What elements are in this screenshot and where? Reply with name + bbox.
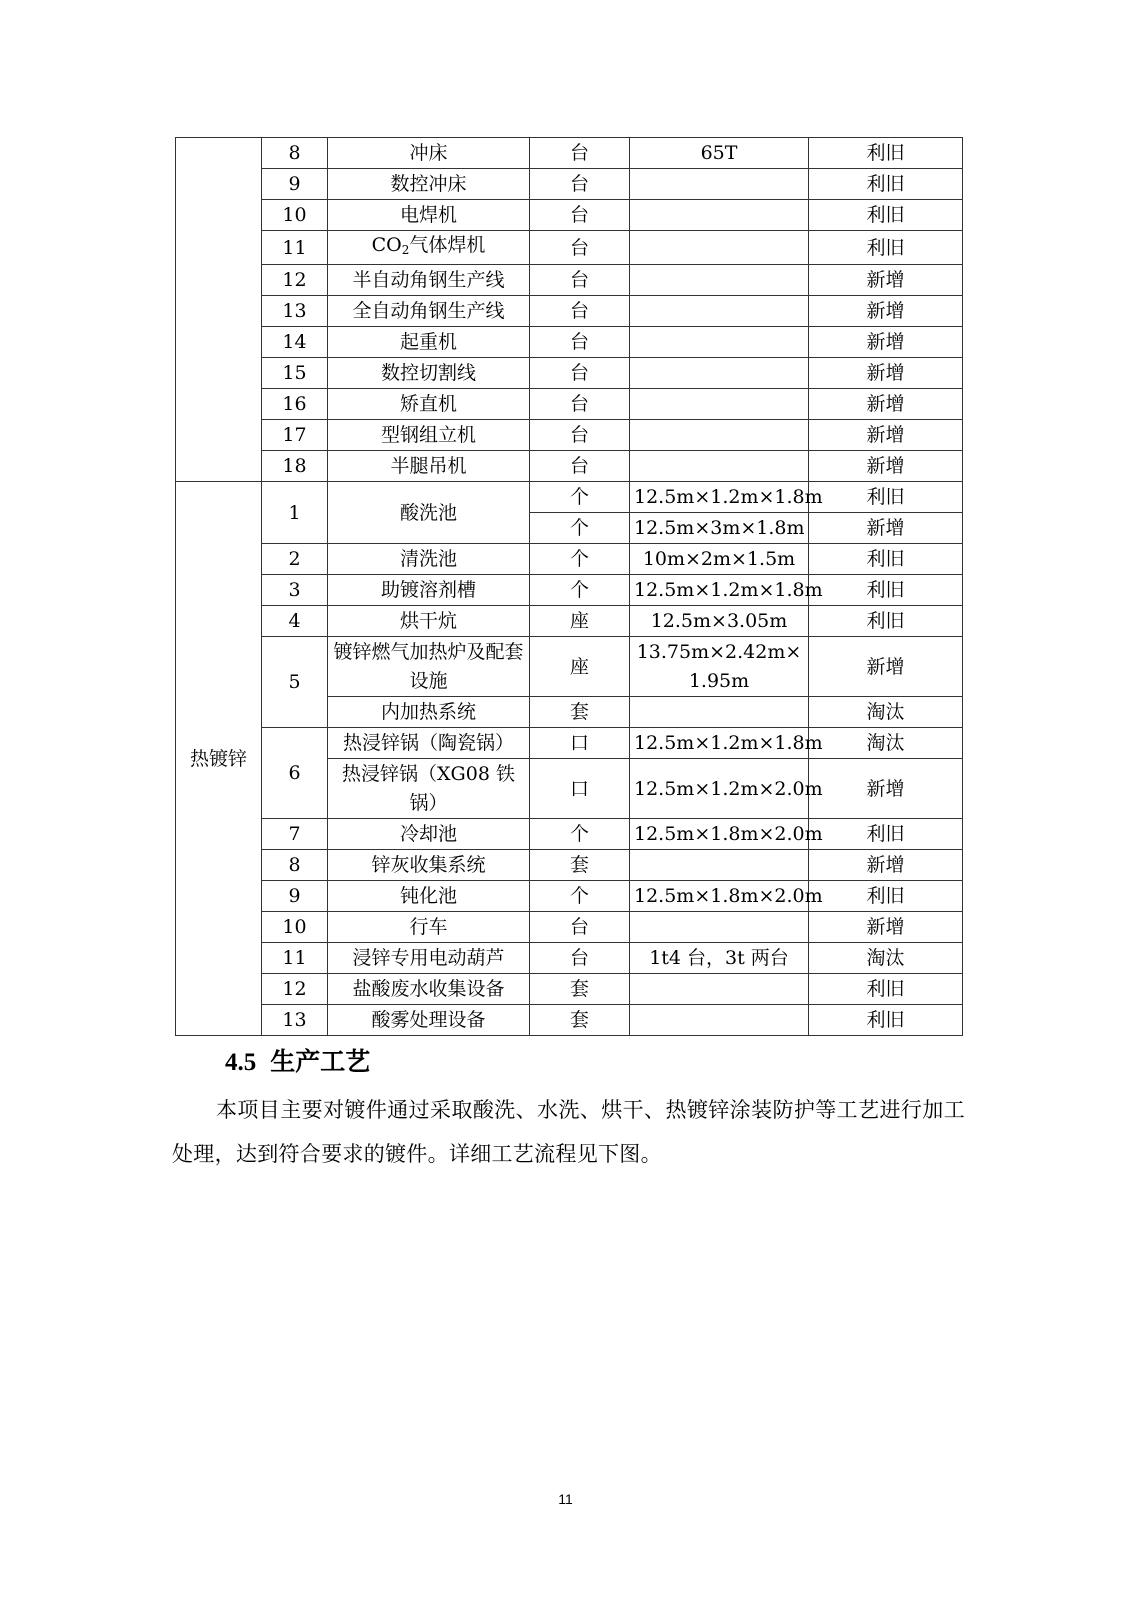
cell-unit: 个 bbox=[530, 575, 630, 606]
cell-unit: 台 bbox=[530, 451, 630, 482]
equipment-table bbox=[175, 137, 963, 1036]
cell-spec: 12.5m×1.8m×2.0m bbox=[630, 881, 809, 912]
cell-status: 新增 bbox=[809, 759, 963, 819]
table-row bbox=[176, 327, 963, 358]
cell-status: 淘汰 bbox=[809, 697, 963, 728]
table-row bbox=[176, 544, 963, 575]
cell-name: 半自动角钢生产线 bbox=[328, 265, 530, 296]
cell-unit: 台 bbox=[530, 420, 630, 451]
cell-status: 新增 bbox=[809, 327, 963, 358]
table-row bbox=[176, 850, 963, 881]
cell-unit: 台 bbox=[530, 231, 630, 265]
cell-status: 新增 bbox=[809, 451, 963, 482]
cell-no: 16 bbox=[262, 389, 328, 420]
category-cell-empty bbox=[176, 138, 262, 482]
cell-spec: 1t4 台，3t 两台 bbox=[630, 943, 809, 974]
cell-no: 1 bbox=[262, 482, 328, 544]
cell-name: 行车 bbox=[328, 912, 530, 943]
cell-spec bbox=[630, 420, 809, 451]
equipment-table-body bbox=[176, 138, 963, 1036]
cell-name bbox=[328, 231, 530, 265]
category-cell: 热镀锌 bbox=[176, 482, 262, 1036]
cell-spec bbox=[630, 451, 809, 482]
table-row bbox=[176, 881, 963, 912]
cell-no: 10 bbox=[262, 912, 328, 943]
section-paragraph: 本项目主要对镀件通过采取酸洗、水洗、烘干、热镀锌涂装防护等工艺进行加工处理，达到符合要求的镀件。详细工艺流程见下图。 bbox=[172, 1098, 965, 1166]
cell-no: 3 bbox=[262, 575, 328, 606]
cell-name-prefix: CO bbox=[371, 234, 402, 256]
cell-no: 8 bbox=[262, 138, 328, 169]
cell-status: 利旧 bbox=[809, 606, 963, 637]
cell-status: 利旧 bbox=[809, 1005, 963, 1036]
cell-status: 新增 bbox=[809, 912, 963, 943]
cell-name: 起重机 bbox=[328, 327, 530, 358]
cell-name: 烘干炕 bbox=[328, 606, 530, 637]
cell-spec: 12.5m×1.2m×1.8m bbox=[630, 482, 809, 513]
cell-no: 13 bbox=[262, 296, 328, 327]
cell-spec: 12.5m×1.2m×1.8m bbox=[630, 728, 809, 759]
cell-status: 新增 bbox=[809, 850, 963, 881]
table-row bbox=[176, 606, 963, 637]
table-row bbox=[176, 265, 963, 296]
table-row bbox=[176, 138, 963, 169]
cell-spec: 12.5m×3.05m bbox=[630, 606, 809, 637]
table-row bbox=[176, 358, 963, 389]
cell-unit: 台 bbox=[530, 169, 630, 200]
cell-spec: 12.5m×1.8m×2.0m bbox=[630, 819, 809, 850]
cell-no: 11 bbox=[262, 943, 328, 974]
cell-no: 11 bbox=[262, 231, 328, 265]
table-row bbox=[176, 231, 963, 265]
cell-no: 9 bbox=[262, 881, 328, 912]
cell-no: 4 bbox=[262, 606, 328, 637]
cell-name: 助镀溶剂槽 bbox=[328, 575, 530, 606]
cell-status: 利旧 bbox=[809, 200, 963, 231]
cell-name-suffix: 气体焊机 bbox=[409, 234, 486, 256]
table-row bbox=[176, 389, 963, 420]
cell-spec bbox=[630, 296, 809, 327]
cell-spec: 65T bbox=[630, 138, 809, 169]
table-row bbox=[176, 482, 963, 513]
cell-name: 半腿吊机 bbox=[328, 451, 530, 482]
cell-no: 2 bbox=[262, 544, 328, 575]
cell-spec: 12.5m×3m×1.8m bbox=[630, 513, 809, 544]
cell-unit: 套 bbox=[530, 974, 630, 1005]
cell-status: 利旧 bbox=[809, 575, 963, 606]
section-number: 4.5 bbox=[225, 1049, 257, 1076]
cell-unit: 个 bbox=[530, 544, 630, 575]
cell-name: 内加热系统 bbox=[328, 697, 530, 728]
cell-unit: 台 bbox=[530, 358, 630, 389]
cell-no: 15 bbox=[262, 358, 328, 389]
cell-unit: 台 bbox=[530, 389, 630, 420]
cell-status: 新增 bbox=[809, 513, 963, 544]
cell-no: 13 bbox=[262, 1005, 328, 1036]
table-row bbox=[176, 819, 963, 850]
cell-spec: 13.75m×2.42m×1.95m bbox=[630, 637, 809, 697]
cell-no: 18 bbox=[262, 451, 328, 482]
cell-name: 型钢组立机 bbox=[328, 420, 530, 451]
cell-status: 利旧 bbox=[809, 138, 963, 169]
cell-name: 酸雾处理设备 bbox=[328, 1005, 530, 1036]
table-row bbox=[176, 728, 963, 759]
cell-spec: 12.5m×1.2m×1.8m bbox=[630, 575, 809, 606]
cell-spec bbox=[630, 200, 809, 231]
table-row bbox=[176, 912, 963, 943]
cell-name: 数控冲床 bbox=[328, 169, 530, 200]
cell-spec bbox=[630, 697, 809, 728]
cell-name: 热浸锌锅（XG08 铁锅） bbox=[328, 759, 530, 819]
cell-name: 镀锌燃气加热炉及配套设施 bbox=[328, 637, 530, 697]
cell-status: 利旧 bbox=[809, 974, 963, 1005]
cell-unit: 个 bbox=[530, 513, 630, 544]
cell-status: 利旧 bbox=[809, 231, 963, 265]
cell-status: 利旧 bbox=[809, 169, 963, 200]
cell-unit: 台 bbox=[530, 296, 630, 327]
cell-unit: 台 bbox=[530, 912, 630, 943]
cell-no: 6 bbox=[262, 728, 328, 819]
cell-spec bbox=[630, 358, 809, 389]
cell-name: 数控切割线 bbox=[328, 358, 530, 389]
table-row bbox=[176, 451, 963, 482]
cell-name: 钝化池 bbox=[328, 881, 530, 912]
cell-spec bbox=[630, 1005, 809, 1036]
cell-name: 锌灰收集系统 bbox=[328, 850, 530, 881]
cell-no: 5 bbox=[262, 637, 328, 728]
cell-unit: 个 bbox=[530, 881, 630, 912]
cell-name: 盐酸废水收集设备 bbox=[328, 974, 530, 1005]
cell-status: 淘汰 bbox=[809, 728, 963, 759]
section-title: 生产工艺 bbox=[270, 1047, 371, 1076]
cell-unit: 台 bbox=[530, 327, 630, 358]
table-row bbox=[176, 575, 963, 606]
cell-status: 新增 bbox=[809, 265, 963, 296]
cell-name: 浸锌专用电动葫芦 bbox=[328, 943, 530, 974]
table-row bbox=[176, 1005, 963, 1036]
cell-unit: 台 bbox=[530, 265, 630, 296]
cell-no: 12 bbox=[262, 974, 328, 1005]
table-row bbox=[176, 943, 963, 974]
cell-name: 冷却池 bbox=[328, 819, 530, 850]
cell-status: 淘汰 bbox=[809, 943, 963, 974]
cell-name: 矫直机 bbox=[328, 389, 530, 420]
section-heading bbox=[225, 1042, 370, 1078]
cell-no: 12 bbox=[262, 265, 328, 296]
cell-status: 新增 bbox=[809, 296, 963, 327]
cell-no: 10 bbox=[262, 200, 328, 231]
cell-name: 电焊机 bbox=[328, 200, 530, 231]
cell-status: 利旧 bbox=[809, 482, 963, 513]
cell-no: 14 bbox=[262, 327, 328, 358]
cell-name: 清洗池 bbox=[328, 544, 530, 575]
cell-spec: 12.5m×1.2m×2.0m bbox=[630, 759, 809, 819]
cell-unit: 个 bbox=[530, 482, 630, 513]
table-row bbox=[176, 169, 963, 200]
cell-no: 8 bbox=[262, 850, 328, 881]
cell-unit: 座 bbox=[530, 637, 630, 697]
cell-spec bbox=[630, 912, 809, 943]
cell-unit: 台 bbox=[530, 200, 630, 231]
cell-no: 9 bbox=[262, 169, 328, 200]
cell-unit: 口 bbox=[530, 728, 630, 759]
page-number: 11 bbox=[558, 1491, 573, 1507]
cell-status: 利旧 bbox=[809, 819, 963, 850]
cell-spec bbox=[630, 974, 809, 1005]
cell-name: 冲床 bbox=[328, 138, 530, 169]
cell-unit: 台 bbox=[530, 943, 630, 974]
cell-unit: 座 bbox=[530, 606, 630, 637]
cell-spec bbox=[630, 169, 809, 200]
cell-spec bbox=[630, 850, 809, 881]
cell-spec bbox=[630, 327, 809, 358]
table-row bbox=[176, 637, 963, 697]
cell-name: 热浸锌锅（陶瓷锅） bbox=[328, 728, 530, 759]
cell-status: 新增 bbox=[809, 637, 963, 697]
cell-status: 新增 bbox=[809, 420, 963, 451]
cell-unit: 套 bbox=[530, 1005, 630, 1036]
cell-spec bbox=[630, 265, 809, 296]
cell-spec bbox=[630, 389, 809, 420]
table-row bbox=[176, 420, 963, 451]
table-row bbox=[176, 974, 963, 1005]
cell-name: 全自动角钢生产线 bbox=[328, 296, 530, 327]
cell-spec: 10m×2m×1.5m bbox=[630, 544, 809, 575]
cell-unit: 个 bbox=[530, 819, 630, 850]
cell-no: 7 bbox=[262, 819, 328, 850]
cell-no: 17 bbox=[262, 420, 328, 451]
cell-status: 新增 bbox=[809, 358, 963, 389]
table-row bbox=[176, 296, 963, 327]
cell-unit: 台 bbox=[530, 138, 630, 169]
table-row bbox=[176, 200, 963, 231]
cell-unit: 口 bbox=[530, 759, 630, 819]
cell-name-subscript: 2 bbox=[401, 243, 410, 257]
cell-spec bbox=[630, 231, 809, 265]
cell-status: 利旧 bbox=[809, 544, 963, 575]
cell-status: 利旧 bbox=[809, 881, 963, 912]
cell-unit: 套 bbox=[530, 697, 630, 728]
cell-unit: 套 bbox=[530, 850, 630, 881]
cell-name: 酸洗池 bbox=[328, 482, 530, 544]
cell-status: 新增 bbox=[809, 389, 963, 420]
